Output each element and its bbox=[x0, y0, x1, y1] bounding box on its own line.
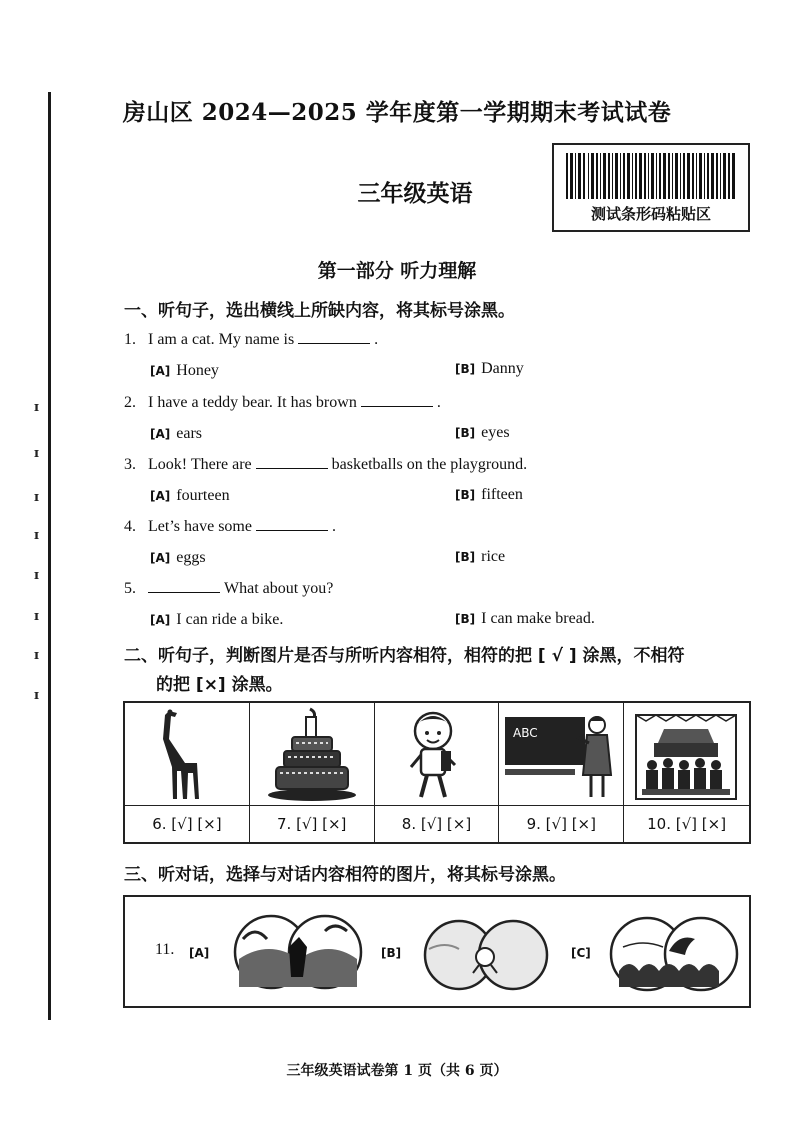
option-b[interactable] bbox=[455, 548, 505, 566]
answer-blank bbox=[256, 456, 328, 469]
picture-cell bbox=[125, 703, 250, 806]
option-letter: [A] bbox=[150, 364, 171, 378]
question-number: 5. bbox=[124, 580, 136, 597]
dialogue-picture-box bbox=[123, 895, 751, 1008]
answer-choice-6[interactable]: 6. [√] [×] bbox=[125, 806, 250, 842]
page-footer: 三年级英语试卷第 1 页（共 6 页） bbox=[286, 1063, 508, 1079]
section2-heading: 二、听句子，判断图片是否与所听内容相符，相符的把 [ √ ] 涂黑，不相符 bbox=[124, 646, 685, 666]
question-5 bbox=[124, 580, 333, 598]
family-group-picture bbox=[624, 703, 749, 806]
giraffe-picture bbox=[125, 703, 250, 806]
margin-mark: ɪ bbox=[34, 609, 39, 624]
section1-heading: 一、听句子，选出横线上所缺内容，将其标号涂黑。 bbox=[124, 301, 515, 321]
question-text: Let’s have some bbox=[148, 518, 252, 535]
question-text-end: What about you? bbox=[224, 580, 334, 597]
answer-choice-7[interactable]: 7. [√] [×] bbox=[250, 806, 375, 842]
question-number: 1. bbox=[124, 331, 136, 348]
option-a[interactable] bbox=[150, 487, 230, 505]
answer-blank bbox=[361, 394, 433, 407]
question-number: 4. bbox=[124, 518, 136, 535]
option-text: eyes bbox=[481, 424, 510, 441]
question-text: I am a cat. My name is bbox=[148, 331, 295, 348]
question-1 bbox=[124, 331, 378, 349]
question-text-end: . bbox=[374, 331, 379, 348]
option-a[interactable] bbox=[150, 362, 219, 380]
margin-mark: ɪ bbox=[34, 400, 39, 415]
question-number: 3. bbox=[124, 456, 136, 473]
option-text: fifteen bbox=[481, 486, 523, 503]
margin-mark: ɪ bbox=[34, 568, 39, 583]
question-text-end: basketballs on the playground. bbox=[331, 456, 528, 473]
option-letter: [A] bbox=[150, 427, 171, 441]
option-letter: [B] bbox=[455, 426, 476, 440]
picture-judgement-table bbox=[123, 701, 751, 844]
question-text-end: . bbox=[436, 394, 441, 411]
picture-cell bbox=[250, 703, 375, 806]
margin-mark: ɪ bbox=[34, 648, 39, 663]
part-title: 第一部分 听力理解 bbox=[317, 260, 477, 282]
answer-choice-9[interactable]: 9. [√] [×] bbox=[499, 806, 624, 842]
answer-choice-10[interactable]: 10. [√] [×] bbox=[647, 815, 727, 833]
option-c-label[interactable]: [C] bbox=[571, 946, 591, 960]
question-text-end: . bbox=[331, 518, 336, 535]
barcode-icon bbox=[564, 153, 739, 199]
exam-title: 房山区 2024—2025 学年度第一学期期末考试试卷 bbox=[122, 99, 672, 126]
option-b[interactable] bbox=[455, 610, 595, 628]
classroom-teacher-picture bbox=[499, 703, 624, 806]
option-text: I can ride a bike. bbox=[176, 611, 284, 628]
barcode-label: 测试条形码粘贴区 bbox=[590, 205, 711, 223]
option-letter: [B] bbox=[455, 612, 476, 626]
option-letter: [B] bbox=[455, 550, 476, 564]
picture-cell bbox=[499, 703, 624, 806]
question-number: 11. bbox=[155, 941, 175, 958]
option-text: I can make bread. bbox=[481, 610, 595, 627]
question-number: 2. bbox=[124, 394, 136, 411]
board-text: ABC bbox=[513, 726, 538, 740]
option-a[interactable] bbox=[150, 425, 202, 443]
option-a[interactable] bbox=[150, 549, 206, 567]
option-letter: [B] bbox=[455, 362, 476, 376]
option-text: Danny bbox=[481, 360, 524, 377]
margin-mark: ɪ bbox=[34, 446, 39, 461]
answer-blank bbox=[298, 331, 370, 344]
picture-cell bbox=[375, 703, 500, 806]
binocular-scene-b-picture bbox=[421, 915, 551, 995]
binding-margin-line bbox=[48, 92, 51, 1020]
birthday-cake-picture bbox=[250, 703, 375, 806]
option-b-label[interactable]: [B] bbox=[381, 946, 402, 960]
option-b[interactable] bbox=[455, 486, 523, 504]
picture-cell bbox=[624, 703, 749, 806]
answer-blank bbox=[148, 580, 220, 593]
margin-mark: ɪ bbox=[34, 688, 39, 703]
option-letter: [A] bbox=[150, 613, 171, 627]
option-text: ears bbox=[176, 425, 203, 442]
option-a-label[interactable]: [A] bbox=[189, 946, 210, 960]
margin-mark: ɪ bbox=[34, 528, 39, 543]
option-letter: [A] bbox=[150, 551, 171, 565]
option-b[interactable] bbox=[455, 360, 524, 378]
question-text: Look! There are bbox=[148, 456, 252, 473]
binocular-scene-c-picture bbox=[609, 911, 739, 997]
margin-mark: ɪ bbox=[34, 490, 39, 505]
question-3 bbox=[124, 456, 527, 474]
option-b[interactable] bbox=[455, 424, 510, 442]
answer-choice-8[interactable]: 8. [√] [×] bbox=[375, 806, 500, 842]
exam-subtitle: 三年级英语 bbox=[357, 180, 473, 207]
binocular-scene-a-picture bbox=[233, 909, 363, 995]
section3-heading: 三、听对话，选择与对话内容相符的图片，将其标号涂黑。 bbox=[124, 865, 566, 885]
option-text: Honey bbox=[176, 362, 219, 379]
option-text: fourteen bbox=[176, 487, 230, 504]
option-text: eggs bbox=[176, 549, 206, 566]
section2-heading-continued: 的把 [×] 涂黑。 bbox=[156, 675, 283, 695]
boy-picture bbox=[375, 703, 500, 806]
question-text: I have a teddy bear. It has brown bbox=[148, 394, 357, 411]
question-2 bbox=[124, 394, 441, 412]
option-letter: [B] bbox=[455, 488, 476, 502]
option-a[interactable] bbox=[150, 611, 283, 629]
option-text: rice bbox=[481, 548, 506, 565]
question-4 bbox=[124, 518, 336, 536]
option-letter: [A] bbox=[150, 489, 171, 503]
barcode-area bbox=[552, 143, 750, 232]
answer-blank bbox=[256, 518, 328, 531]
